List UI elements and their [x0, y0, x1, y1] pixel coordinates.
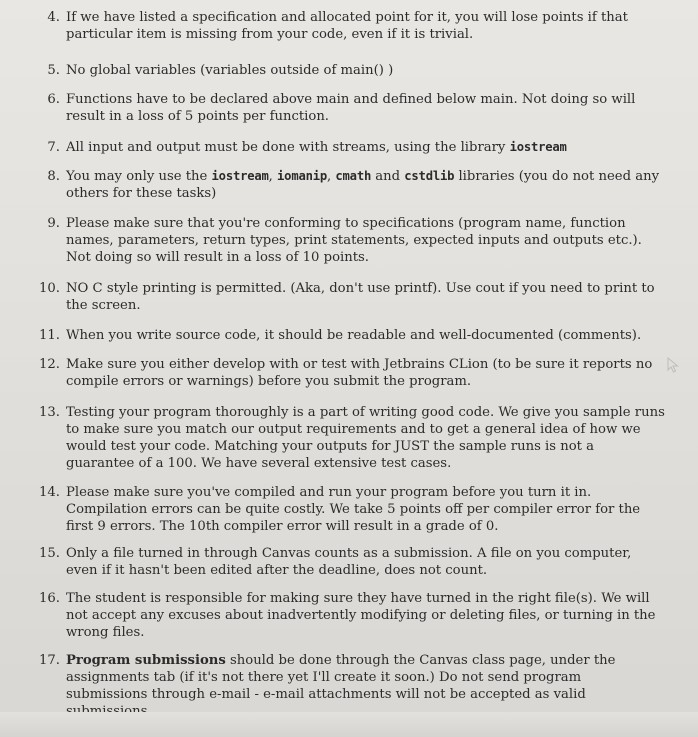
list-item [30, 91, 665, 125]
item-number: 6. [47, 92, 60, 107]
list-item [30, 280, 665, 314]
item-text [66, 168, 665, 202]
item-text [66, 590, 665, 641]
item-text-part: Only a file turned in through Canvas counts as a submission. A file on you computer, even if it hasn't been edited after the deadline, does not count. [66, 546, 632, 578]
bold-phrase: Program submissions [66, 653, 226, 668]
code-library-name: cstdlib [404, 169, 455, 183]
item-text-part: If we have listed a specification and allocated point for it, you will lose points if that particular item is missing from your code, even if it is trivial. [66, 10, 628, 42]
item-number: 5. [47, 63, 60, 78]
item-text-part: , [268, 169, 278, 184]
item-text-part: NO C style printing is permitted. (Aka, don't use printf). Use cout if you need to print to the screen. [66, 281, 655, 313]
item-number: 12. [39, 357, 60, 372]
list-item [30, 62, 665, 79]
item-number: 17. [39, 653, 60, 668]
item-text-part: Functions have to be declared above main and defined below main. Not doing so will result in a loss of 5 points per function. [66, 92, 636, 124]
item-text [66, 327, 665, 344]
item-text [66, 404, 665, 472]
page-bottom-edge [0, 712, 698, 737]
mouse-pointer-icon [666, 357, 680, 373]
item-number: 16. [39, 591, 60, 606]
item-number: 8. [47, 169, 60, 184]
item-text [66, 62, 665, 79]
list-item [30, 9, 665, 43]
item-number: 14. [39, 485, 60, 500]
item-text-part: , [327, 169, 336, 184]
item-text-part: All input and output must be done with streams, using the library [66, 140, 510, 155]
item-text [66, 215, 665, 266]
list-item [30, 215, 665, 266]
item-number: 10. [39, 281, 60, 296]
item-text-part: Testing your program thoroughly is a part of writing good code. We give you sample runs to make sure you match our output requirements and to get a general idea of how we would test your code. Matching your outputs for JUST the sample runs is not a guarantee of a 100. We have several extensive test cases. [66, 405, 665, 471]
list-item [30, 356, 665, 390]
item-number: 15. [39, 546, 60, 561]
item-number: 4. [47, 10, 60, 25]
item-text [66, 356, 665, 390]
item-text [66, 652, 665, 720]
code-library-name: iomanip [277, 169, 328, 183]
list-item [30, 404, 665, 472]
item-text-part: Please make sure you've compiled and run your program before you turn it in. Compilation errors can be quite costly. We take 5 points off per compiler error for the first 9 errors. The 10th compiler error will result in a grade of 0. [66, 485, 641, 534]
item-text-part: Please make sure that you're conforming to specifications (program name, function names, parameters, return types, print statements, expected inputs and outputs etc.). Not doing so will result in a loss of 10 points. [66, 216, 642, 265]
item-text [66, 91, 665, 125]
list-item [30, 139, 665, 156]
list-item [30, 590, 665, 641]
code-library-name: iostream [211, 169, 269, 183]
item-text [66, 139, 665, 156]
code-library-name: iostream [509, 140, 567, 154]
item-text-part: The student is responsible for making sure they have turned in the right file(s). We will not accept any excuses about inadvertently modifying or deleting files, or turning in the wrong files. [66, 591, 656, 640]
item-text-part: Make sure you either develop with or test with Jetbrains CLion (to be sure it reports no compile errors or warnings) before you submit the program. [66, 357, 653, 389]
item-text-part: No global variables (variables outside of main() ) [66, 63, 394, 78]
item-number: 7. [47, 140, 60, 155]
list-item [30, 168, 665, 202]
item-number: 9. [47, 216, 60, 231]
item-text [66, 545, 665, 579]
item-text-part: You may only use the [66, 169, 212, 184]
item-text-part: and [371, 169, 405, 184]
item-text [66, 280, 665, 314]
code-library-name: cmath [335, 169, 372, 183]
item-number: 11. [39, 328, 60, 343]
list-item [30, 545, 665, 579]
item-text [66, 9, 665, 43]
item-text-part: should be done through the Canvas class page, under the assignments tab (if it's not there yet I'll create it soon.) Do not send program submissions through e-mail - e-mail attachments will not be accepted as valid [66, 653, 616, 702]
item-text-part: When you write source code, it should be readable and well-documented (comments). [66, 328, 642, 343]
list-item [30, 484, 665, 535]
list-item [30, 327, 665, 344]
item-text-part: libraries (you do not need any others for these tasks) [66, 169, 660, 201]
item-number: 13. [39, 405, 60, 420]
item-text [66, 484, 665, 535]
list-item [30, 652, 665, 720]
